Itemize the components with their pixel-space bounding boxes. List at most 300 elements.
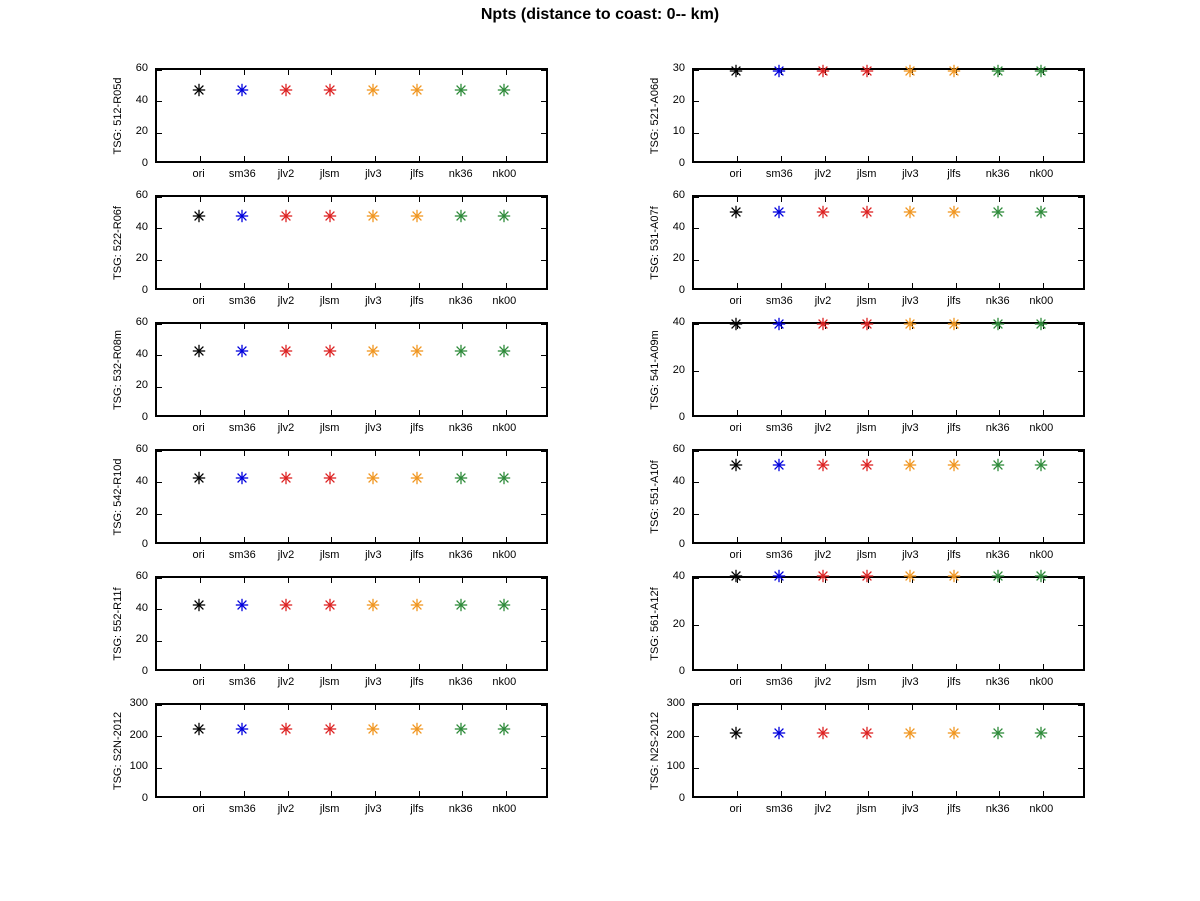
x-tick-top [462, 578, 463, 583]
x-tick [956, 283, 957, 288]
y-tick-label: 20 [135, 506, 148, 519]
y-tick-label: 0 [678, 284, 685, 296]
y-tick-right [541, 228, 546, 229]
x-tick-label: ori [192, 549, 205, 561]
y-tick-right [1078, 669, 1083, 670]
data-marker [235, 598, 249, 612]
x-tick-top [419, 324, 420, 329]
y-tick-label: 30 [672, 62, 685, 74]
subplot-axes [155, 195, 548, 290]
x-tick [912, 283, 913, 288]
x-tick-top [331, 705, 332, 710]
x-tick-label: jlfs [947, 803, 961, 815]
data-marker [729, 64, 743, 78]
data-marker [279, 722, 293, 736]
x-tick-label: nk00 [1029, 549, 1054, 561]
y-tick [157, 288, 162, 289]
x-tick-label: nk00 [492, 549, 517, 561]
data-marker [816, 458, 830, 472]
y-tick-right [1078, 514, 1083, 515]
x-tick-top [375, 451, 376, 456]
x-tick [956, 410, 957, 415]
x-tick [956, 791, 957, 796]
x-tick-label: sm36 [765, 549, 793, 561]
x-tick [462, 791, 463, 796]
x-tick [825, 537, 826, 542]
y-tick-right [541, 641, 546, 642]
y-tick [694, 482, 699, 483]
x-tick-label: nk36 [448, 549, 473, 561]
x-tick-top [462, 197, 463, 202]
x-tick-top [956, 197, 957, 202]
y-axis-label: TSG: 522-R06f [112, 205, 124, 280]
data-marker [323, 722, 337, 736]
x-tick-top [331, 70, 332, 75]
data-marker [991, 317, 1005, 331]
data-marker [772, 205, 786, 219]
x-tick [781, 283, 782, 288]
data-marker [454, 83, 468, 97]
x-tick [825, 410, 826, 415]
x-tick-top [288, 324, 289, 329]
x-tick-label: jlsm [856, 422, 877, 434]
x-tick [1043, 283, 1044, 288]
y-tick-label: 0 [141, 157, 148, 169]
data-marker [366, 83, 380, 97]
x-tick-top [506, 70, 507, 75]
y-tick [694, 705, 699, 706]
x-tick [506, 664, 507, 669]
y-tick-right [541, 736, 546, 737]
x-tick-top [288, 705, 289, 710]
data-marker [410, 722, 424, 736]
x-tick-top [419, 578, 420, 583]
y-tick-right [541, 161, 546, 162]
y-tick [694, 133, 699, 134]
x-tick [331, 283, 332, 288]
x-tick [912, 410, 913, 415]
y-tick-right [1078, 768, 1083, 769]
data-marker [816, 205, 830, 219]
x-tick [737, 283, 738, 288]
x-tick-label: jlsm [319, 676, 340, 688]
x-tick-label: ori [729, 422, 742, 434]
x-tick-label: jlv3 [902, 168, 919, 180]
x-tick [1043, 156, 1044, 161]
y-tick [157, 514, 162, 515]
x-tick-top [781, 197, 782, 202]
data-marker [860, 64, 874, 78]
data-marker [947, 205, 961, 219]
data-marker [1034, 569, 1048, 583]
x-tick-label: jlv2 [814, 549, 832, 561]
x-tick-label: nk00 [1029, 676, 1054, 688]
x-tick-label: jlsm [856, 803, 877, 815]
x-tick [200, 410, 201, 415]
y-tick-right [541, 387, 546, 388]
x-tick [825, 283, 826, 288]
x-tick [244, 664, 245, 669]
data-marker [497, 471, 511, 485]
x-tick-top [331, 451, 332, 456]
x-tick-top [375, 70, 376, 75]
x-tick-top [462, 324, 463, 329]
data-marker [235, 209, 249, 223]
x-tick [825, 156, 826, 161]
x-tick-top [462, 451, 463, 456]
x-tick-label: nk36 [985, 168, 1010, 180]
data-marker [323, 83, 337, 97]
x-tick-label: jlsm [319, 295, 340, 307]
y-tick [157, 324, 162, 325]
x-tick-label: sm36 [228, 549, 256, 561]
x-tick [462, 664, 463, 669]
x-tick [868, 156, 869, 161]
x-tick-label: nk36 [448, 168, 473, 180]
x-tick [737, 410, 738, 415]
x-tick-top [288, 578, 289, 583]
x-tick [506, 156, 507, 161]
x-tick-label: nk00 [492, 168, 517, 180]
y-tick-label: 40 [135, 601, 148, 614]
y-tick-label: 40 [135, 474, 148, 487]
y-tick [157, 542, 162, 543]
y-tick [157, 415, 162, 416]
x-tick-top [419, 197, 420, 202]
x-tick-label: jlv2 [277, 549, 295, 561]
y-tick [694, 415, 699, 416]
x-tick-top [288, 451, 289, 456]
x-tick [244, 156, 245, 161]
data-marker [947, 726, 961, 740]
y-tick [157, 705, 162, 706]
data-marker [772, 569, 786, 583]
x-tick-top [868, 197, 869, 202]
y-tick-right [541, 451, 546, 452]
y-tick-label: 100 [666, 760, 685, 773]
y-axis-label: TSG: 552-R11f [112, 586, 124, 661]
x-tick-label: jlfs [410, 549, 424, 561]
x-tick-top [912, 705, 913, 710]
y-tick-right [1078, 260, 1083, 261]
x-tick [462, 156, 463, 161]
x-tick [375, 410, 376, 415]
y-tick [694, 197, 699, 198]
data-marker [497, 722, 511, 736]
x-tick-label: ori [192, 422, 205, 434]
data-marker [192, 83, 206, 97]
x-tick-label: jlv3 [902, 549, 919, 561]
x-tick-label: jlv2 [277, 422, 295, 434]
x-tick-top [288, 70, 289, 75]
y-axis-label: TSG: 532-R08m [112, 329, 124, 410]
y-axis-label: TSG: S2N-2012 [112, 711, 124, 790]
x-tick-label: sm36 [765, 803, 793, 815]
x-tick [999, 410, 1000, 415]
y-tick-label: 0 [678, 792, 685, 804]
y-tick-label: 60 [672, 443, 685, 455]
y-tick-right [541, 705, 546, 706]
y-axis-label: TSG: 551-A10f [649, 459, 661, 534]
y-tick [157, 669, 162, 670]
x-tick-label: nk00 [1029, 295, 1054, 307]
x-tick-label: nk36 [448, 803, 473, 815]
y-tick [694, 324, 699, 325]
x-tick-label: jlv3 [365, 676, 382, 688]
x-tick-label: nk36 [985, 549, 1010, 561]
x-tick-top [375, 324, 376, 329]
x-tick-top [200, 70, 201, 75]
x-tick [506, 791, 507, 796]
x-tick [825, 664, 826, 669]
data-marker [235, 471, 249, 485]
x-tick-label: ori [192, 168, 205, 180]
y-tick [157, 355, 162, 356]
data-marker [947, 64, 961, 78]
data-marker [454, 598, 468, 612]
x-tick [956, 156, 957, 161]
data-marker [1034, 64, 1048, 78]
x-tick-label: jlfs [947, 549, 961, 561]
x-tick-top [244, 705, 245, 710]
y-tick-right [541, 578, 546, 579]
x-tick [737, 537, 738, 542]
x-tick [506, 410, 507, 415]
y-tick-right [1078, 705, 1083, 706]
data-marker [772, 317, 786, 331]
y-tick [694, 542, 699, 543]
x-tick-label: ori [729, 168, 742, 180]
y-tick-label: 20 [135, 633, 148, 646]
data-marker [860, 205, 874, 219]
x-tick-top [506, 705, 507, 710]
y-tick [694, 736, 699, 737]
y-tick-right [541, 260, 546, 261]
data-marker [192, 344, 206, 358]
x-tick [200, 664, 201, 669]
x-tick [375, 791, 376, 796]
data-marker [860, 726, 874, 740]
x-tick [331, 410, 332, 415]
data-marker [235, 344, 249, 358]
x-tick [956, 537, 957, 542]
x-tick-label: jlfs [410, 422, 424, 434]
y-tick-label: 300 [129, 697, 148, 709]
x-tick [912, 156, 913, 161]
x-tick-label: jlv3 [902, 295, 919, 307]
x-tick-top [912, 197, 913, 202]
data-marker [991, 726, 1005, 740]
y-tick-right [1078, 578, 1083, 579]
x-tick-top [288, 197, 289, 202]
y-tick-label: 40 [135, 93, 148, 106]
data-marker [410, 344, 424, 358]
y-tick-label: 0 [678, 157, 685, 169]
subplot-axes [155, 449, 548, 544]
x-tick-top [825, 705, 826, 710]
data-marker [991, 569, 1005, 583]
x-tick [737, 156, 738, 161]
y-tick [694, 514, 699, 515]
subplot-axes [155, 68, 548, 163]
data-marker [497, 83, 511, 97]
x-tick [868, 410, 869, 415]
x-tick-label: nk36 [448, 422, 473, 434]
x-tick [999, 791, 1000, 796]
subplot-axes [692, 576, 1085, 671]
y-tick [157, 161, 162, 162]
x-tick-top [375, 197, 376, 202]
y-tick-label: 20 [672, 252, 685, 265]
y-tick-label: 300 [666, 697, 685, 709]
y-tick-label: 100 [129, 760, 148, 773]
x-tick-top [506, 578, 507, 583]
x-tick [781, 156, 782, 161]
y-tick-right [541, 415, 546, 416]
y-tick-right [1078, 482, 1083, 483]
x-tick-top [737, 451, 738, 456]
data-marker [279, 344, 293, 358]
y-tick-label: 20 [672, 617, 685, 630]
y-tick-right [1078, 161, 1083, 162]
x-tick-label: jlsm [856, 676, 877, 688]
x-tick-label: sm36 [765, 168, 793, 180]
y-tick-right [1078, 796, 1083, 797]
x-tick-top [1043, 705, 1044, 710]
data-marker [729, 569, 743, 583]
x-tick-top [244, 578, 245, 583]
x-tick-label: nk36 [448, 295, 473, 307]
data-marker [816, 726, 830, 740]
x-tick-top [244, 324, 245, 329]
y-tick-right [541, 542, 546, 543]
x-tick [825, 791, 826, 796]
x-tick [999, 156, 1000, 161]
x-tick [419, 283, 420, 288]
x-tick-label: sm36 [765, 295, 793, 307]
subplot-axes [155, 576, 548, 671]
x-tick [737, 791, 738, 796]
y-tick [694, 70, 699, 71]
y-tick [157, 736, 162, 737]
x-tick-label: sm36 [228, 676, 256, 688]
x-tick-label: jlv2 [814, 422, 832, 434]
y-axis-label: TSG: 561-A12f [649, 586, 661, 661]
x-tick-label: jlfs [410, 295, 424, 307]
subplot-axes [692, 322, 1085, 417]
x-tick-top [331, 324, 332, 329]
x-tick-label: nk00 [492, 803, 517, 815]
data-marker [192, 598, 206, 612]
data-marker [366, 722, 380, 736]
x-tick [868, 664, 869, 669]
x-tick-top [999, 705, 1000, 710]
x-tick-label: sm36 [228, 803, 256, 815]
x-tick-top [1043, 451, 1044, 456]
x-tick-label: jlfs [947, 168, 961, 180]
data-marker [991, 205, 1005, 219]
data-marker [729, 317, 743, 331]
y-tick [157, 197, 162, 198]
subplot-axes [692, 68, 1085, 163]
x-tick-label: sm36 [765, 422, 793, 434]
x-tick [288, 283, 289, 288]
x-tick-label: sm36 [765, 676, 793, 688]
y-tick-label: 200 [666, 728, 685, 741]
x-tick [288, 791, 289, 796]
x-tick-label: nk00 [1029, 803, 1054, 815]
data-marker [947, 569, 961, 583]
x-tick [506, 283, 507, 288]
x-tick-label: jlv3 [902, 422, 919, 434]
data-marker [903, 64, 917, 78]
data-marker [279, 471, 293, 485]
data-marker [903, 205, 917, 219]
x-tick-top [200, 324, 201, 329]
y-tick-label: 20 [135, 252, 148, 265]
x-tick-top [462, 70, 463, 75]
x-tick-top [737, 197, 738, 202]
x-tick-label: ori [192, 803, 205, 815]
y-tick-right [541, 133, 546, 134]
y-tick-label: 60 [135, 570, 148, 582]
y-tick [694, 578, 699, 579]
data-marker [903, 317, 917, 331]
y-tick-label: 40 [672, 220, 685, 233]
x-tick [462, 283, 463, 288]
subplot-axes [692, 449, 1085, 544]
x-tick-label: nk00 [492, 295, 517, 307]
x-tick-label: nk00 [1029, 422, 1054, 434]
y-tick-right [1078, 625, 1083, 626]
data-marker [410, 598, 424, 612]
x-tick [999, 664, 1000, 669]
y-tick-right [541, 197, 546, 198]
data-marker [903, 726, 917, 740]
y-tick-right [1078, 371, 1083, 372]
y-tick-label: 0 [678, 411, 685, 423]
data-marker [816, 317, 830, 331]
subplot-axes [155, 703, 548, 798]
x-tick [200, 283, 201, 288]
x-tick [288, 410, 289, 415]
x-tick [200, 791, 201, 796]
x-tick-top [244, 451, 245, 456]
x-tick-label: sm36 [228, 168, 256, 180]
data-marker [772, 726, 786, 740]
x-tick-top [244, 197, 245, 202]
data-marker [235, 83, 249, 97]
x-tick-label: jlv3 [902, 676, 919, 688]
x-tick-top [737, 705, 738, 710]
data-marker [816, 569, 830, 583]
data-marker [454, 209, 468, 223]
x-tick [331, 664, 332, 669]
x-tick-top [956, 451, 957, 456]
x-tick [912, 537, 913, 542]
y-tick [694, 228, 699, 229]
x-tick [781, 410, 782, 415]
x-tick [1043, 410, 1044, 415]
y-tick-label: 60 [135, 443, 148, 455]
x-tick-label: jlsm [856, 549, 877, 561]
x-tick [331, 791, 332, 796]
y-tick-label: 60 [135, 316, 148, 328]
x-tick [912, 664, 913, 669]
data-marker [903, 569, 917, 583]
y-tick [157, 228, 162, 229]
y-tick-right [1078, 197, 1083, 198]
